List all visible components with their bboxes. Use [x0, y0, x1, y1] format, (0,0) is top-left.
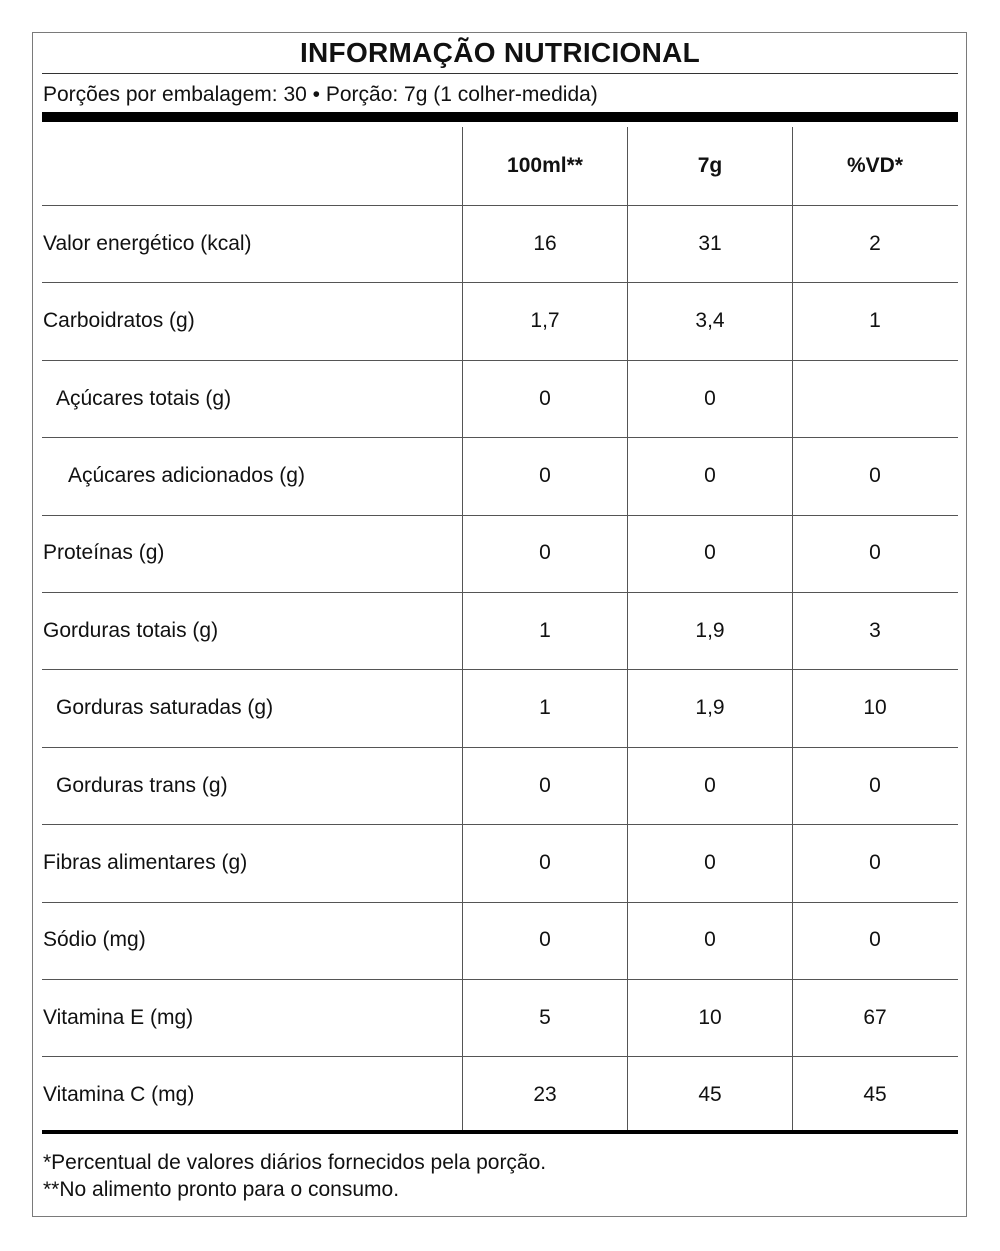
row-divider	[42, 747, 958, 748]
value-per-100ml: 5	[539, 1005, 551, 1029]
value-per-100ml: 0	[539, 386, 551, 410]
row-divider	[42, 282, 958, 283]
nutrient-label: Proteínas (g)	[43, 541, 165, 565]
value-per-portion: 0	[704, 386, 716, 410]
value-daily-percent: 0	[869, 850, 881, 874]
value-daily-percent: 10	[863, 696, 887, 720]
value-per-100ml: 0	[539, 928, 551, 952]
value-per-100ml: 23	[533, 1083, 557, 1107]
row-divider	[42, 1056, 958, 1057]
value-per-100ml: 0	[539, 773, 551, 797]
value-daily-percent: 0	[869, 773, 881, 797]
nutrient-label: Fibras alimentares (g)	[43, 850, 248, 874]
value-per-100ml: 1	[539, 618, 551, 642]
nutrient-label: Vitamina E (mg)	[43, 1005, 194, 1029]
value-per-portion: 0	[704, 850, 716, 874]
nutrient-label: Gorduras trans (g)	[56, 773, 228, 797]
value-daily-percent: 1	[869, 309, 881, 333]
value-daily-percent: 0	[869, 928, 881, 952]
nutrient-label: Gorduras totais (g)	[43, 618, 219, 642]
value-per-portion: 10	[698, 1005, 722, 1029]
footnote-vd: *Percentual de valores diários fornecidos pela porção.	[43, 1151, 547, 1174]
value-per-100ml: 1,7	[530, 309, 560, 333]
value-per-portion: 0	[704, 541, 716, 565]
title-divider	[42, 73, 958, 74]
value-daily-percent: 3	[869, 618, 881, 642]
row-divider	[42, 592, 958, 593]
row-divider	[42, 360, 958, 361]
value-per-portion: 1,9	[695, 618, 725, 642]
value-per-portion: 45	[698, 1083, 722, 1107]
value-per-100ml: 0	[539, 463, 551, 487]
table-title: INFORMAÇÃO NUTRICIONAL	[299, 37, 701, 68]
value-daily-percent: 45	[863, 1083, 887, 1107]
thick-divider-top	[42, 112, 958, 122]
value-per-100ml: 16	[533, 231, 557, 255]
nutrient-label: Açúcares adicionados (g)	[68, 463, 305, 487]
value-daily-percent: 2	[869, 231, 881, 255]
value-per-portion: 31	[698, 231, 722, 255]
value-per-portion: 0	[704, 463, 716, 487]
nutrient-label: Vitamina C (mg)	[43, 1083, 195, 1107]
value-per-portion: 0	[704, 773, 716, 797]
value-daily-percent: 0	[869, 463, 881, 487]
value-daily-percent: 67	[863, 1005, 887, 1029]
nutrient-label: Gorduras saturadas (g)	[56, 696, 274, 720]
footnote-ready: **No alimento pronto para o consumo.	[43, 1178, 400, 1201]
row-divider	[42, 902, 958, 903]
column-header: %VD*	[846, 154, 904, 177]
nutrient-label: Açúcares totais (g)	[56, 386, 232, 410]
row-divider	[42, 979, 958, 980]
nutrient-label: Carboidratos (g)	[43, 309, 195, 333]
value-per-portion: 0	[704, 928, 716, 952]
value-per-100ml: 0	[539, 850, 551, 874]
portion-info: Porções por embalagem: 30 • Porção: 7g (1 colher-medida)	[43, 83, 598, 106]
row-divider	[42, 515, 958, 516]
value-per-100ml: 0	[539, 541, 551, 565]
value-per-portion: 3,4	[695, 309, 725, 333]
row-divider	[42, 824, 958, 825]
value-daily-percent: 0	[869, 541, 881, 565]
nutrient-label: Sódio (mg)	[43, 928, 146, 952]
column-header: 7g	[697, 154, 723, 177]
nutrient-label: Valor energético (kcal)	[43, 231, 252, 255]
value-per-portion: 1,9	[695, 696, 725, 720]
row-divider	[42, 205, 958, 206]
row-divider	[42, 437, 958, 438]
column-header: 100ml**	[507, 154, 583, 177]
thick-divider-bottom	[42, 1130, 958, 1134]
value-per-100ml: 1	[539, 696, 551, 720]
row-divider	[42, 669, 958, 670]
